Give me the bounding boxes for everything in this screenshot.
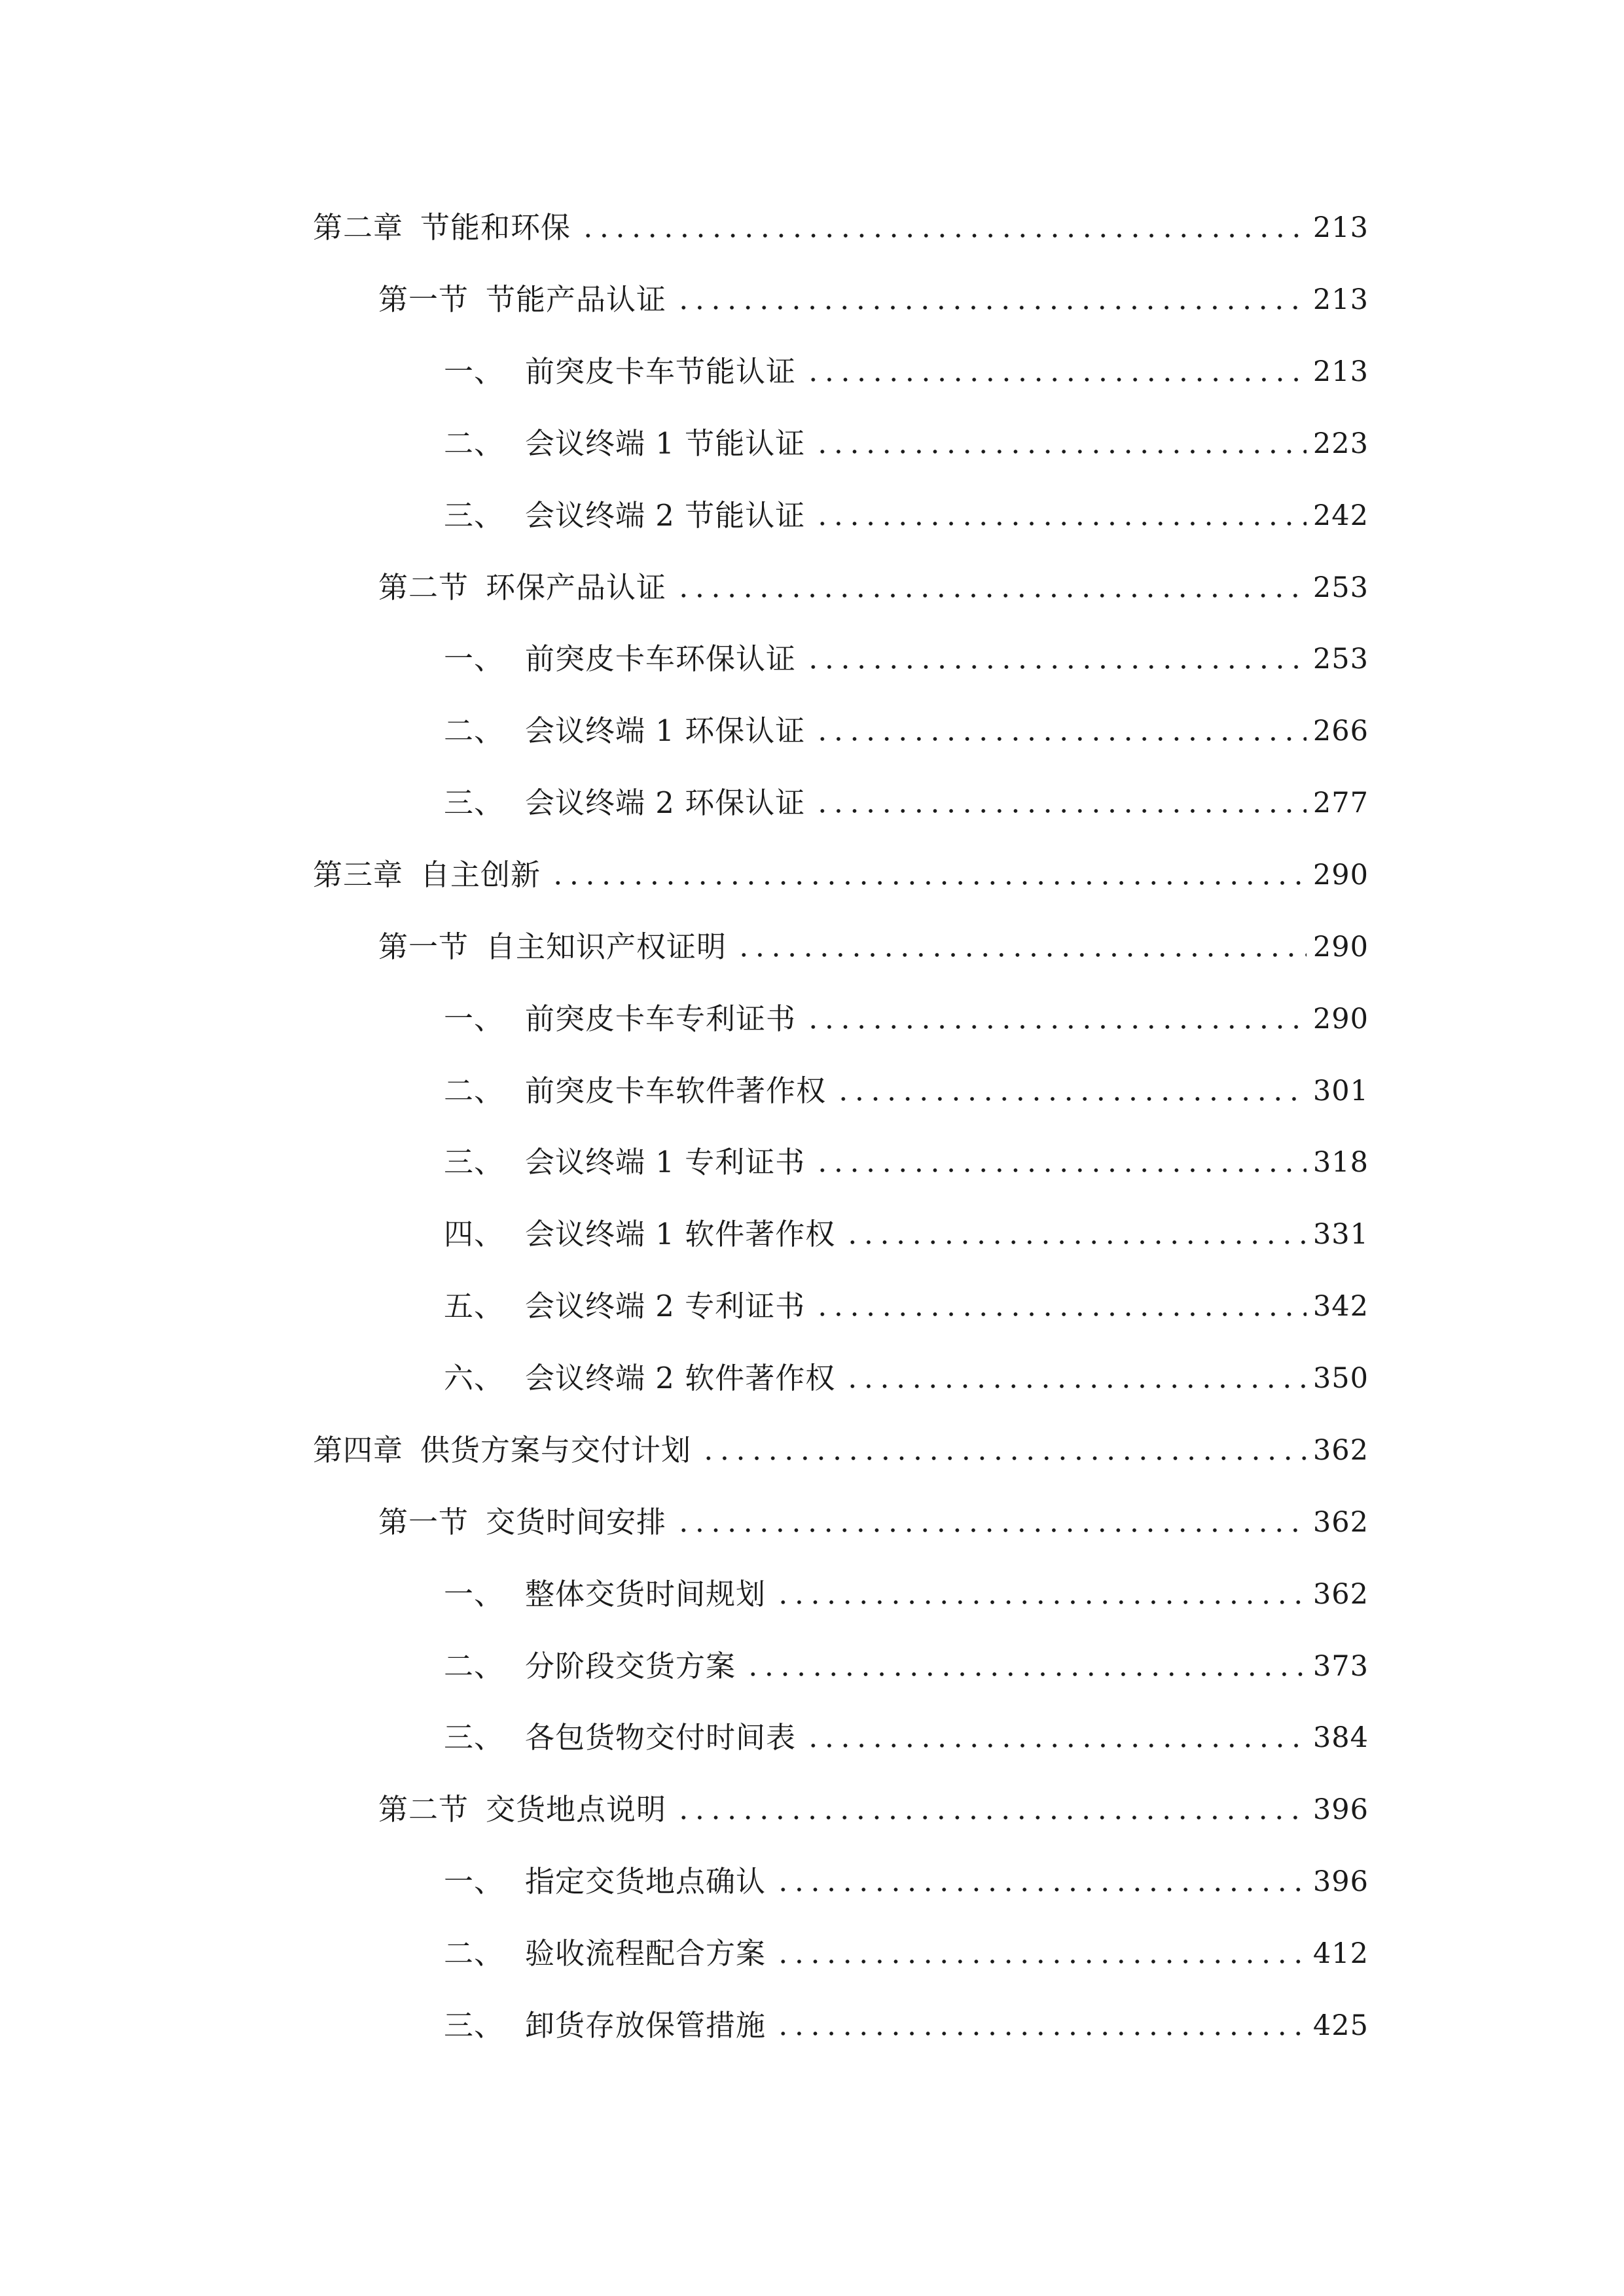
toc-entry-title: 会议终端 2 节能认证	[525, 498, 806, 533]
dot-leader	[580, 234, 1307, 238]
toc-entry-page: 266	[1312, 715, 1369, 747]
dot-leader	[700, 1456, 1307, 1460]
toc-item-entry[interactable]	[0, 1928, 1624, 1980]
toc-entry-number: 二、	[444, 426, 505, 461]
toc-entry-title: 指定交货地点确认	[525, 1864, 767, 1899]
dot-leader	[676, 1528, 1307, 1532]
toc-item-entry[interactable]	[0, 1856, 1624, 1908]
dot-leader	[814, 809, 1307, 813]
toc-entry-title: 自主创新	[420, 857, 541, 892]
toc-entry-number: 三、	[444, 1720, 505, 1755]
toc-item-entry[interactable]	[0, 777, 1624, 829]
dot-leader	[676, 306, 1307, 310]
dot-leader	[814, 522, 1307, 526]
toc-entry-page: 362	[1312, 1506, 1369, 1539]
toc-entry-page: 373	[1312, 1650, 1369, 1683]
dot-leader	[814, 1312, 1307, 1316]
toc-entry-page: 242	[1312, 499, 1369, 532]
toc-entry-title: 会议终端 2 专利证书	[525, 1289, 806, 1323]
toc-item-entry[interactable]	[0, 1568, 1624, 1621]
toc-entry-page: 213	[1312, 283, 1369, 316]
toc-entry-number: 二、	[444, 1649, 505, 1683]
toc-entry-number: 第一节	[378, 1505, 469, 1539]
toc-entry-page: 318	[1312, 1146, 1369, 1179]
toc-entry-page: 342	[1312, 1290, 1369, 1323]
toc-entry-page: 253	[1312, 643, 1369, 675]
toc-entry-page: 350	[1312, 1362, 1369, 1395]
toc-entry-title: 会议终端 1 环保认证	[525, 713, 806, 748]
toc-entry-number: 第二章	[313, 210, 404, 245]
dot-leader	[745, 1672, 1307, 1676]
toc-entry-title: 节能和环保	[420, 210, 571, 245]
dot-leader	[805, 665, 1307, 669]
toc-item-entry[interactable]	[0, 1352, 1624, 1405]
toc-item-entry[interactable]	[0, 705, 1624, 757]
toc-entry-page: 362	[1312, 1578, 1369, 1611]
toc-item-entry[interactable]	[0, 1712, 1624, 1764]
toc-entry-title: 前突皮卡车专利证书	[525, 1001, 797, 1036]
toc-entry-title: 会议终端 2 环保认证	[525, 785, 806, 820]
toc-chapter-entry[interactable]	[0, 849, 1624, 901]
toc-entry-title: 各包货物交付时间表	[525, 1720, 797, 1755]
toc-entry-number: 五、	[444, 1289, 505, 1323]
toc-item-entry[interactable]	[0, 633, 1624, 685]
toc-entry-title: 前突皮卡车环保认证	[525, 641, 797, 676]
dot-leader	[814, 1168, 1307, 1172]
toc-item-entry[interactable]	[0, 1280, 1624, 1333]
dot-leader	[775, 1888, 1307, 1892]
toc-entry-title: 交货地点说明	[486, 1792, 667, 1827]
toc-entry-page: 396	[1312, 1793, 1369, 1826]
toc-section-entry[interactable]	[0, 1784, 1624, 1836]
toc-entry-page: 412	[1312, 1937, 1369, 1970]
toc-entry-number: 一、	[444, 1864, 505, 1899]
toc-entry-number: 一、	[444, 354, 505, 389]
toc-entry-title: 交货时间安排	[486, 1505, 667, 1539]
toc-entry-title: 节能产品认证	[486, 282, 667, 317]
toc-entry-number: 一、	[444, 1577, 505, 1611]
toc-entry-page: 290	[1312, 859, 1369, 891]
toc-entry-number: 一、	[444, 1001, 505, 1036]
toc-entry-number: 第一节	[378, 282, 469, 317]
toc-entry-number: 第四章	[313, 1433, 404, 1467]
toc-entry-number: 三、	[444, 498, 505, 533]
toc-entry-number: 第二节	[378, 1792, 469, 1827]
toc-entry-page: 213	[1312, 355, 1369, 388]
toc-entry-page: 362	[1312, 1434, 1369, 1467]
toc-item-entry[interactable]	[0, 993, 1624, 1045]
toc-chapter-entry[interactable]	[0, 202, 1624, 254]
toc-entry-title: 自主知识产权证明	[486, 929, 727, 964]
toc-entry-title: 整体交货时间规划	[525, 1577, 767, 1611]
toc-entry-page: 425	[1312, 2009, 1369, 2042]
toc-entry-number: 第三章	[313, 857, 404, 892]
toc-entry-number: 三、	[444, 785, 505, 820]
toc-item-entry[interactable]	[0, 1208, 1624, 1261]
toc-item-entry[interactable]	[0, 1065, 1624, 1117]
toc-entry-title: 会议终端 1 节能认证	[525, 426, 806, 461]
dot-leader	[550, 881, 1307, 885]
dot-leader	[814, 737, 1307, 741]
toc-section-entry[interactable]	[0, 1496, 1624, 1549]
dot-leader	[835, 1097, 1307, 1101]
toc-item-entry[interactable]	[0, 1136, 1624, 1189]
toc-entry-title: 前突皮卡车节能认证	[525, 354, 797, 389]
toc-entry-number: 三、	[444, 1145, 505, 1179]
toc-entry-number: 四、	[444, 1217, 505, 1251]
dot-leader	[736, 953, 1307, 957]
dot-leader	[805, 1025, 1307, 1029]
toc-entry-title: 供货方案与交付计划	[420, 1433, 692, 1467]
dot-leader	[775, 1960, 1307, 1964]
dot-leader	[676, 1816, 1307, 1820]
dot-leader	[844, 1384, 1307, 1388]
toc-entry-number: 一、	[444, 641, 505, 676]
toc-entry-number: 二、	[444, 1936, 505, 1971]
toc-entry-title: 前突皮卡车软件著作权	[525, 1073, 827, 1108]
toc-entry-number: 第二节	[378, 570, 469, 605]
toc-entry-number: 六、	[444, 1361, 505, 1395]
toc-item-entry[interactable]	[0, 2000, 1624, 2052]
toc-entry-title: 会议终端 2 软件著作权	[525, 1361, 836, 1395]
toc-entry-title: 环保产品认证	[486, 570, 667, 605]
toc-entry-number: 三、	[444, 2008, 505, 2043]
toc-entry-title: 会议终端 1 专利证书	[525, 1145, 806, 1179]
toc-section-entry[interactable]	[0, 921, 1624, 973]
toc-entry-page: 331	[1312, 1218, 1369, 1251]
toc-entry-number: 二、	[444, 713, 505, 748]
toc-chapter-entry[interactable]	[0, 1424, 1624, 1477]
toc-entry-page: 290	[1312, 931, 1369, 963]
toc-entry-number: 第一节	[378, 929, 469, 964]
toc-entry-title: 会议终端 1 软件著作权	[525, 1217, 836, 1251]
dot-leader	[775, 2032, 1307, 2036]
toc-entry-title: 卸货存放保管措施	[525, 2008, 767, 2043]
toc-section-entry[interactable]	[0, 274, 1624, 326]
toc-entry-page: 301	[1312, 1075, 1369, 1107]
toc-entry-page: 384	[1312, 1721, 1369, 1754]
toc-item-entry[interactable]	[0, 490, 1624, 542]
dot-leader	[844, 1240, 1307, 1244]
toc-item-entry[interactable]	[0, 346, 1624, 398]
toc-entry-page: 290	[1312, 1003, 1369, 1035]
toc-entry-page: 396	[1312, 1865, 1369, 1898]
toc-entry-number: 二、	[444, 1073, 505, 1108]
dot-leader	[805, 378, 1307, 382]
toc-item-entry[interactable]	[0, 1640, 1624, 1693]
toc-entry-page: 253	[1312, 571, 1369, 604]
toc-entry-page: 213	[1312, 211, 1369, 244]
dot-leader	[814, 450, 1307, 454]
toc-section-entry[interactable]	[0, 562, 1624, 614]
toc-entry-title: 分阶段交货方案	[525, 1649, 736, 1683]
dot-leader	[805, 1744, 1307, 1748]
dot-leader	[676, 594, 1307, 598]
toc-item-entry[interactable]	[0, 418, 1624, 470]
toc-entry-page: 223	[1312, 427, 1369, 460]
dot-leader	[775, 1600, 1307, 1604]
toc-entry-page: 277	[1312, 787, 1369, 819]
toc-entry-title: 验收流程配合方案	[525, 1936, 767, 1971]
